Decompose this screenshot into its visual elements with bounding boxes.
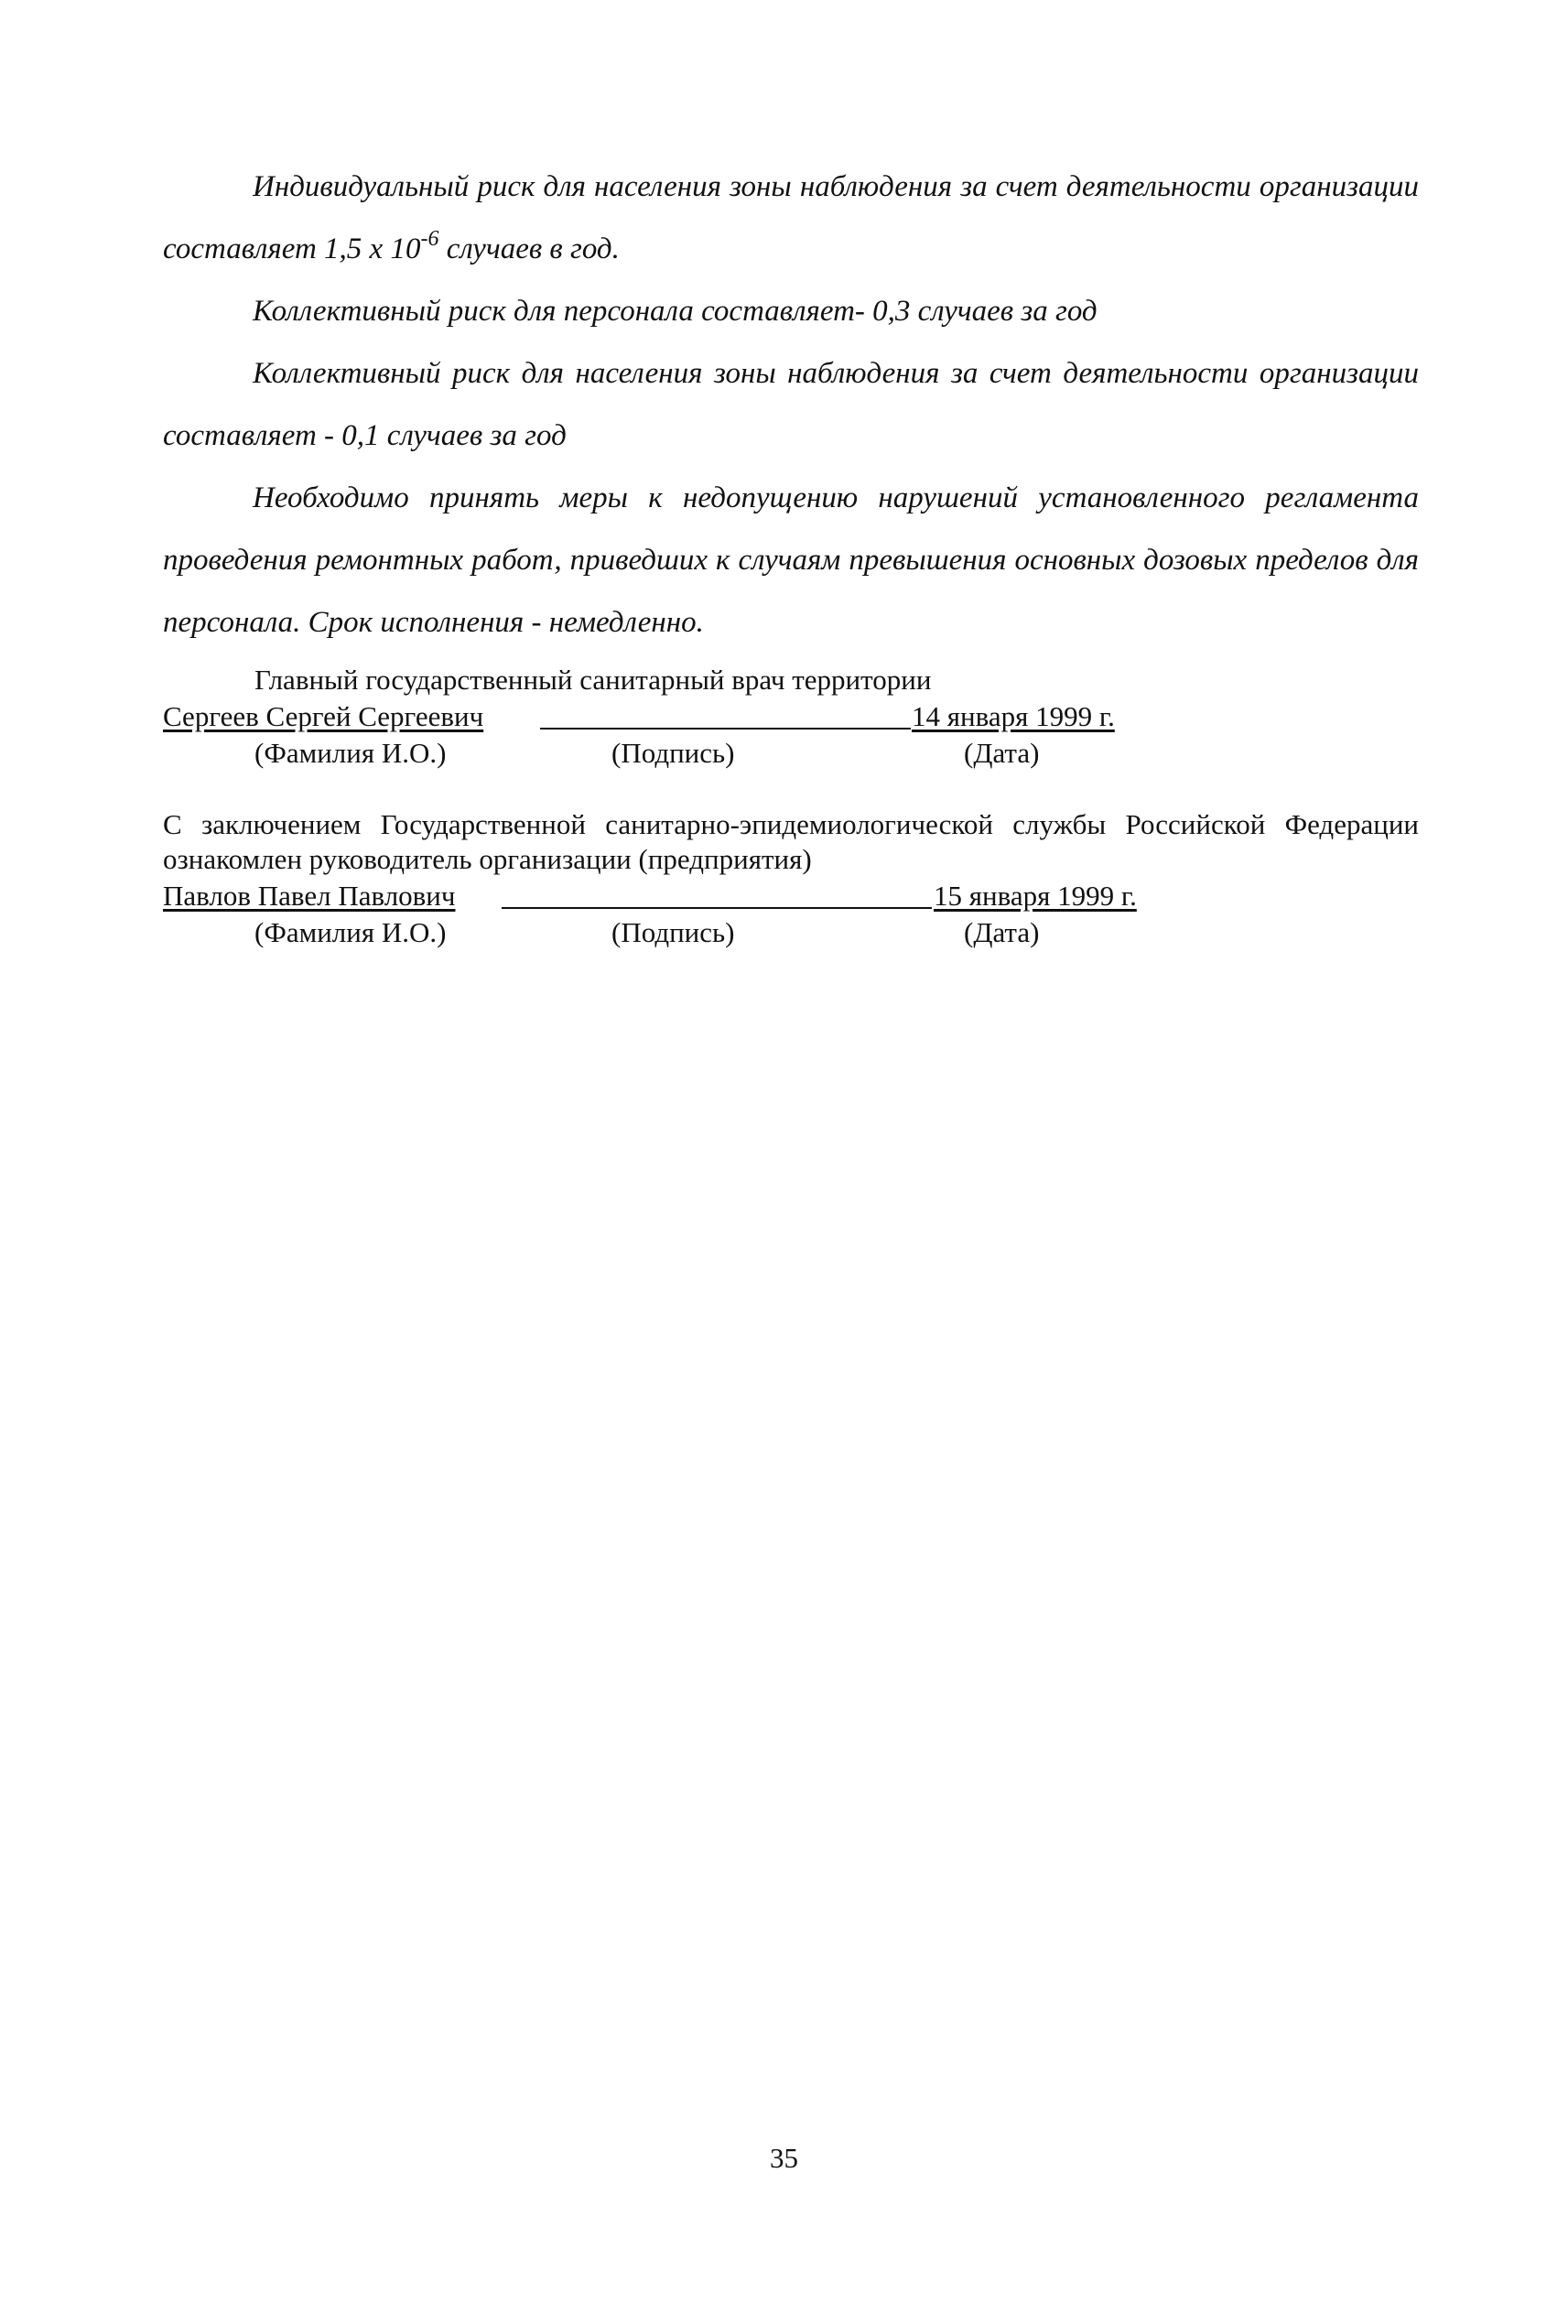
caption-signature: (Подпись) [611, 916, 735, 948]
risk-section [163, 156, 1419, 654]
acknowledgement-text: С заключением Государственной санитарно-эпидемиологической службы Российской Федерации ознакомлен руководитель организации (предприятия) [163, 808, 1419, 875]
signature-line [163, 699, 1419, 734]
page-number: 35 [770, 2142, 798, 2174]
director-acknowledgement-block [163, 807, 1419, 950]
collective-risk-staff-paragraph: Коллективный риск для персонала составляет- 0,3 случаев за год [253, 295, 1098, 328]
caption-date: (Дата) [964, 916, 1040, 948]
signature-captions [163, 915, 1419, 950]
individual-risk-paragraph [163, 156, 1419, 280]
signature-blank [540, 728, 911, 730]
signature-line [163, 879, 1419, 913]
signature-date: 14 января 1999 г. [912, 700, 1115, 732]
caption-name: (Фамилия И.О.) [254, 916, 447, 948]
sanitary-doctor-signature-block [163, 663, 1419, 771]
risk-exponent: -6 [420, 227, 439, 251]
signature-date: 15 января 1999 г. [934, 880, 1137, 912]
caption-date: (Дата) [964, 737, 1040, 769]
signature-blank [502, 907, 932, 909]
individual-risk-tail: случаев в год. [438, 232, 620, 265]
signatory-name: Сергеев Сергей Сергеевич [163, 700, 484, 732]
signature-captions [163, 736, 1419, 771]
collective-risk-population-paragraph: Коллективный риск для населения зоны наблюдения за счет деятельности организации составляет - 0,1 случаев за год [163, 357, 1419, 452]
signatory-name: Павлов Павел Павлович [163, 880, 456, 912]
individual-risk-text: Индивидуальный риск для населения зоны наблюдения за счет деятельности организации составляет 1,5 x 10 [163, 170, 1419, 265]
measures-paragraph: Необходимо принять меры к недопущению нарушений установленного регламента проведения ремонтных работ, приведших к случаям превышения основных дозовых пределов для персонала. Срок исполнения - немедленно. [163, 481, 1419, 639]
caption-signature: (Подпись) [611, 737, 735, 769]
caption-name: (Фамилия И.О.) [254, 737, 447, 769]
signature-heading: Главный государственный санитарный врач территории [254, 664, 932, 696]
